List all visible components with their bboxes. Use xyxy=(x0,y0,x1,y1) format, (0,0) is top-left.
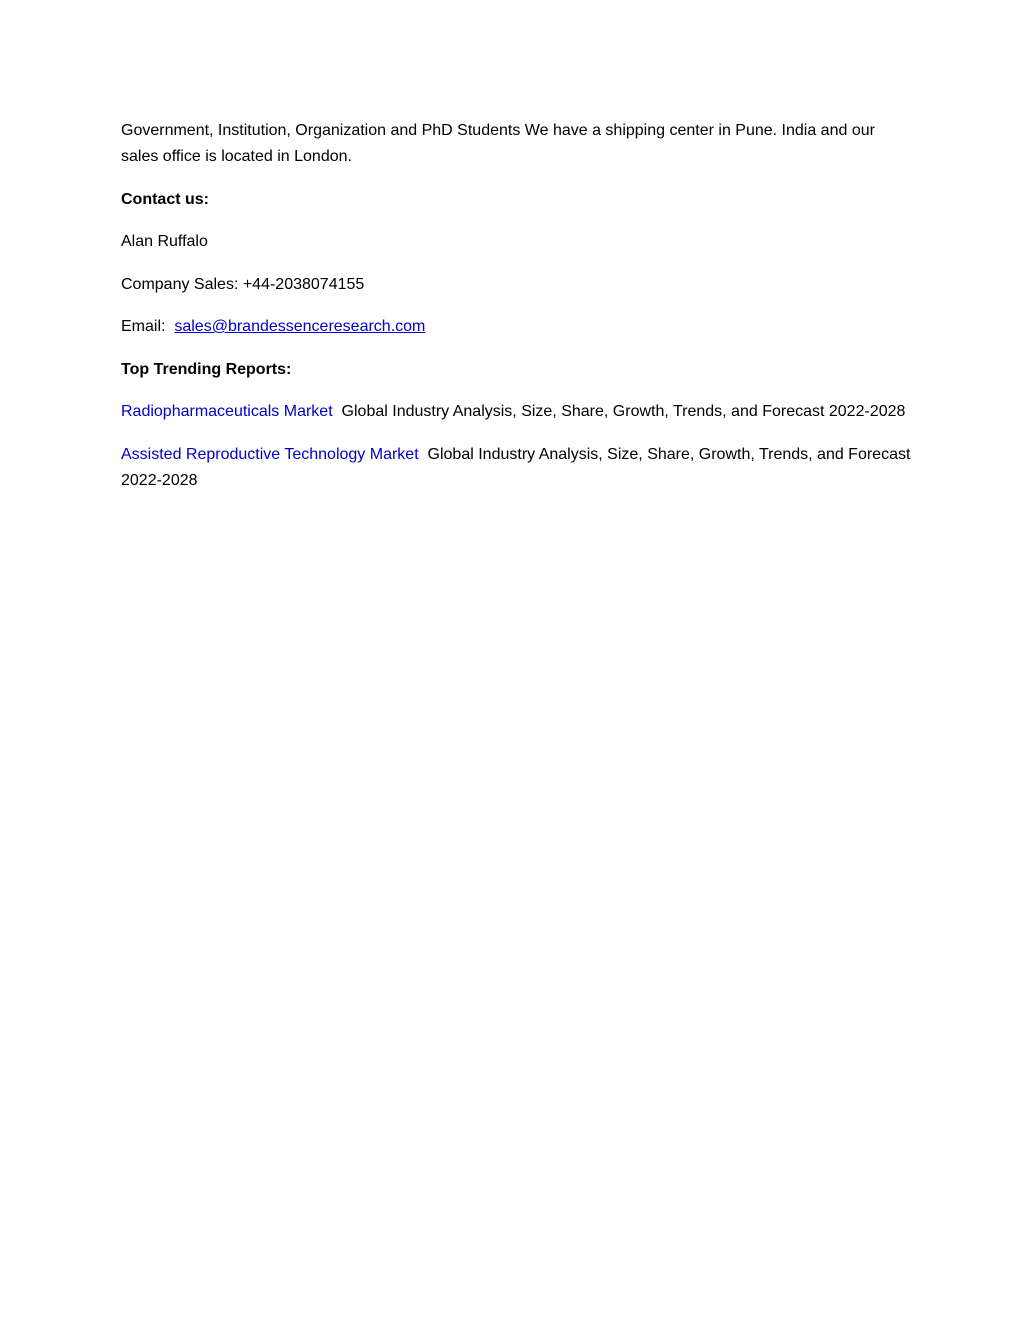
email-line xyxy=(121,314,911,340)
email-link[interactable]: sales@brandessenceresearch.com xyxy=(174,318,426,335)
report-item xyxy=(121,442,911,494)
document-page xyxy=(121,118,911,510)
company-sales-line: Company Sales: +44-2038074155 xyxy=(121,275,365,293)
report-description: Global Industry Analysis, Size, Share, Growth, Trends, and Forecast 2022-2028 xyxy=(341,403,906,420)
trending-heading: Top Trending Reports: xyxy=(121,360,292,378)
contact-name: Alan Ruffalo xyxy=(121,233,208,250)
report-link-radiopharmaceuticals[interactable]: Radiopharmaceuticals Market xyxy=(121,403,333,420)
intro-paragraph: Government, Institution, Organization and PhD Students We have a shipping center in Pune. India and our sales office is located in London. xyxy=(121,122,875,165)
contact-heading: Contact us: xyxy=(121,190,209,208)
report-item xyxy=(121,399,911,425)
report-link-assisted-reproductive[interactable]: Assisted Reproductive Technology Market xyxy=(121,445,419,463)
email-label: Email: xyxy=(121,318,166,335)
report-description: Global Industry Analysis, Size, Share, Growth, Trends, and Forecast 2022-2028 xyxy=(121,445,911,489)
